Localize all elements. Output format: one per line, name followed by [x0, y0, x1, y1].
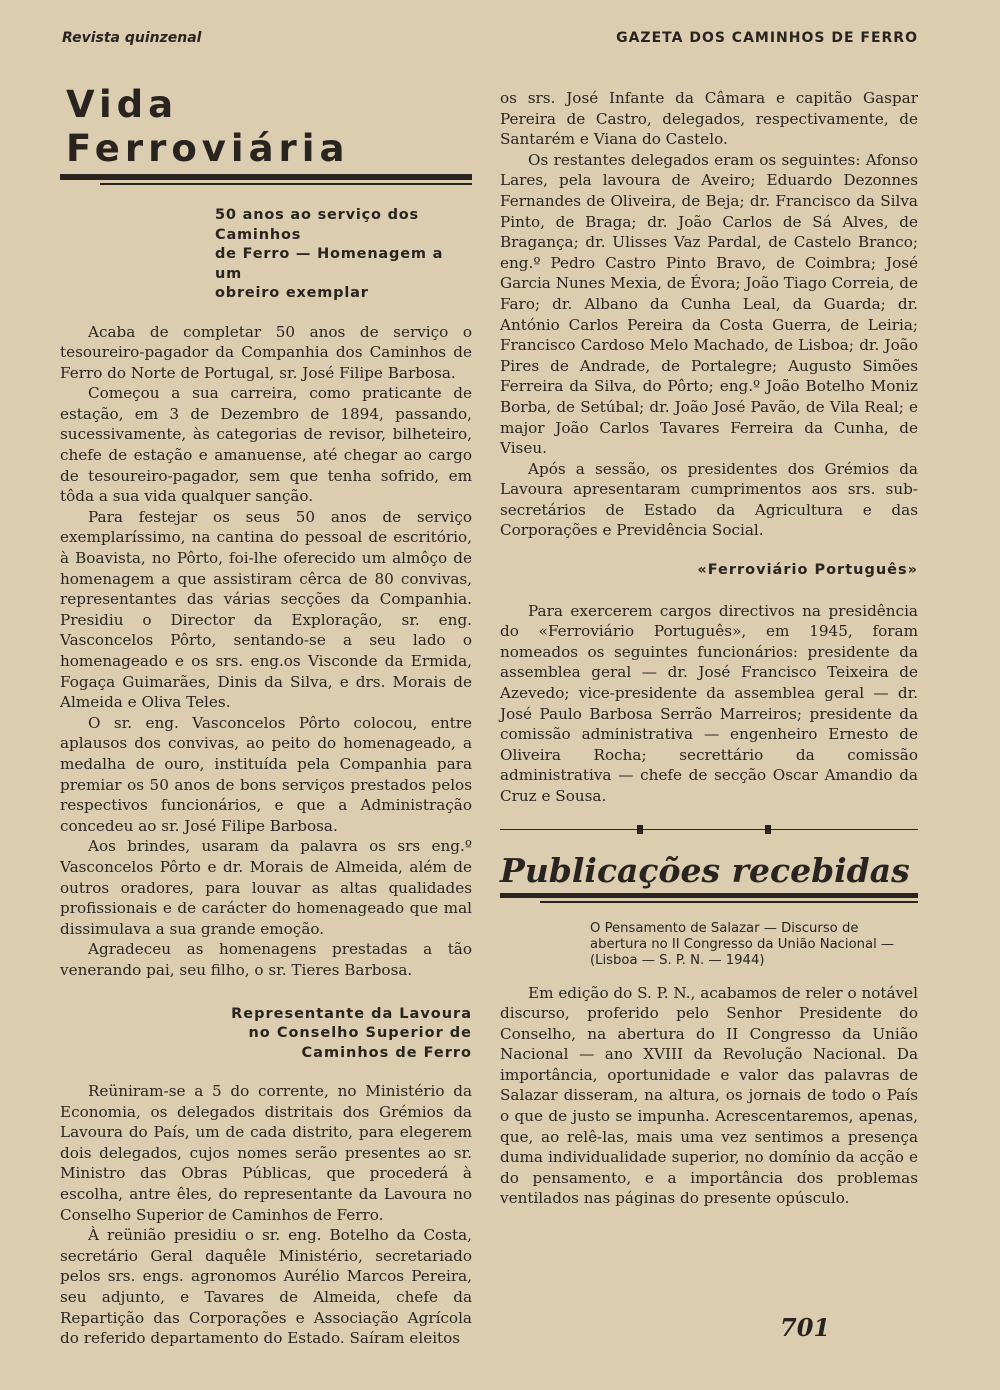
masthead-rule	[60, 174, 472, 180]
article1-heading: 50 anos ao serviço dos Caminhos de Ferro — Homenagem a um obreiro exemplar	[215, 207, 444, 301]
paragraph: O sr. eng. Vasconcelos Pôrto colocou, entre aplausos dos convivas, ao peito do homenageado, a medalha de ouro, instituída pela Companhia para premiar os 50 anos de bons serviços prestados pelos respectivos funcionários, e que a Administração concedeu ao sr. José Filipe Barbosa.	[60, 713, 472, 835]
article3-heading: «Ferroviário Português»	[697, 562, 918, 579]
paragraph: Para exercerem cargos directivos na presidência do «Ferroviário Português», em 1945, foram nomeados os seguintes funcionários: presidente da assemblea geral — dr. José Francisco Teixeira de Azevedo; vice-presidente da assemblea geral — dr. José Paulo Barbosa Serrão Marreiros; presidente da comissão administrativa — engenheiro Ernesto de Oliveira Rocha; secrettário da comissão administrativa — chefe de secção Oscar Amandio da Cruz e Sousa.	[500, 601, 918, 805]
paragraph: Agradeceu as homenagens prestadas a tão venerando pai, seu filho, o sr. Tieres Barbosa.	[60, 940, 472, 979]
paragraph: Para festejar os seus 50 anos de serviço exemplaríssimo, na cantina do pessoal de escritório, à Boavista, no Pôrto, foi-lhe oferecido um almôço de homenagem a que assistiram cêrca de 80 convivas, representantes das várias secções da Companhia. Presidiu o Director da Exploração, sr. eng. Vasconcelos Pôrto, sentando-se a seu lado o homenageado e os srs. eng.os Visconde da Ermida, Fogaça Guimarães, Dinis da Silva, e drs. Morais de Almeida e Oliva Teles.	[60, 507, 472, 712]
paragraph: Após a sessão, os presidentes dos Grémios da Lavoura apresentaram cumprimentos aos srs. sub-secretários de Estado da Agricultura e das Corporações e Previdência Social.	[500, 459, 918, 540]
publications-rule	[500, 893, 918, 898]
right-column	[500, 88, 918, 1209]
article3-body	[500, 601, 918, 807]
paragraph: Reüniram-se a 5 do corrente, no Ministério da Economia, os delegados distritais dos Grémios da Lavoura do País, um de cada distrito, para elegerem dois delegados, cujos nomes serão presentes ao sr. Ministro das Obras Públicas, que procederá à escolha, antre êles, do representante da Lavoura no Conselho Superior de Caminhos de Ferro.	[60, 1082, 472, 1224]
publication-name: GAZETA DOS CAMINHOS DE FERRO	[616, 30, 918, 46]
issue-frequency-label: Revista quinzenal	[62, 30, 202, 46]
article2-body	[60, 1081, 472, 1349]
paragraph: À reünião presidiu o sr. eng. Botelho da Costa, secretário Geral daquêle Ministério, secretariado pelos srs. engs. agronomos Aurélio Marcos Pereira, seu adjunto, e Tavares de Almeida, chefe da Repartição das Corporações e Associação Agrícola do referido departamento do Estado. Saíram eleitos	[60, 1226, 472, 1348]
publications-title: Publicações recebidas	[500, 850, 910, 890]
page-number: 701	[780, 1313, 831, 1342]
publications-rule-thin	[540, 901, 918, 903]
paragraph: os srs. José Infante da Câmara e capitão Gaspar Pereira de Castro, delegados, respectivamente, de Santarém e Viana do Castelo.	[500, 89, 918, 149]
section-masthead: Vida Ferroviária	[66, 83, 350, 170]
paragraph: Os restantes delegados eram os seguintes: Afonso Lares, pela lavoura de Aveiro; Eduardo Dezonnes Fernandes de Oliveira, de Beja; dr. Francisco da Silva Pinto, de Braga; dr. João Carlos de Sá Alves, de Bragança; dr. Ulisses Vaz Pardal, de Castelo Branco; eng.º Pedro Castro Pinto Bravo, de Coimbra; José Garcia Nunes Mexia, de Évora; João Tiago Correia, de Faro; dr. Albano da Cunha Leal, da Guarda; dr. António Carlos Pereira da Costa Guerra, de Leiria; Francisco Cardoso Melo Machado, de Lisboa; dr. João Pires de Andrade, de Portalegre; Augusto Simões Ferreira da Silva, do Pôrto; eng.º João Botelho Moniz Borba, de Setúbal; dr. João José Pavão, de Vila Real; e major João Carlos Tavares Ferreira da Cunha, de Viseu.	[500, 150, 918, 458]
section-ornament-divider	[500, 823, 918, 837]
paragraph: Aos brindes, usaram da palavra os srs eng.º Vasconcelos Pôrto e dr. Morais de Almeida, além de outros oradores, para louvar as altas qualidades profissionais e de carácter do homenageado que mal dissimulava a sua grande emoção.	[60, 837, 472, 938]
publications-body	[500, 983, 918, 1210]
article1-body	[60, 322, 472, 981]
paragraph: Acaba de completar 50 anos de serviço o tesoureiro-pagador da Companhia dos Caminhos de Ferro do Norte de Portugal, sr. José Filipe Barbosa.	[60, 322, 472, 382]
paragraph: Começou a sua carreira, como praticante de estação, em 3 de Dezembro de 1894, passando, sucessivamente, às categorias de revisor, bilheteiro, chefe de estação e amanuense, até chegar ao cargo de tesoureiro-pagador, sem que tenha sofrido, em tôda a sua vida qualquer sanção.	[60, 384, 472, 506]
paragraph: Em edição do S. P. N., acabamos de reler o notável discurso, proferido pelo Senhor Presidente do Conselho, na abertura do II Congresso da União Nacional — ano XVIII da Revolução Nacional. Da importância, oportunidade e valor das palavras de Salazar disseram, na altura, os jornais de todo o País o que de justo se impunha. Acrescentaremos, apenas, que, ao relê-las, mais uma vez sentimos a presença duma individualidade superior, no domínio da acção e do pensamento, e a importância dos problemas ventilados nas páginas do presente opúsculo.	[500, 983, 918, 1208]
masthead-rule-thin	[100, 183, 472, 185]
publication-citation: O Pensamento de Salazar — Discurso de abertura no II Congresso da União Nacional — (Lisboa — S. P. N. — 1944)	[590, 920, 895, 968]
article2-continuation	[500, 88, 918, 541]
article2-heading: Representante da Lavoura no Conselho Superior de Caminhos de Ferro	[231, 1005, 472, 1061]
left-column	[60, 83, 472, 1349]
